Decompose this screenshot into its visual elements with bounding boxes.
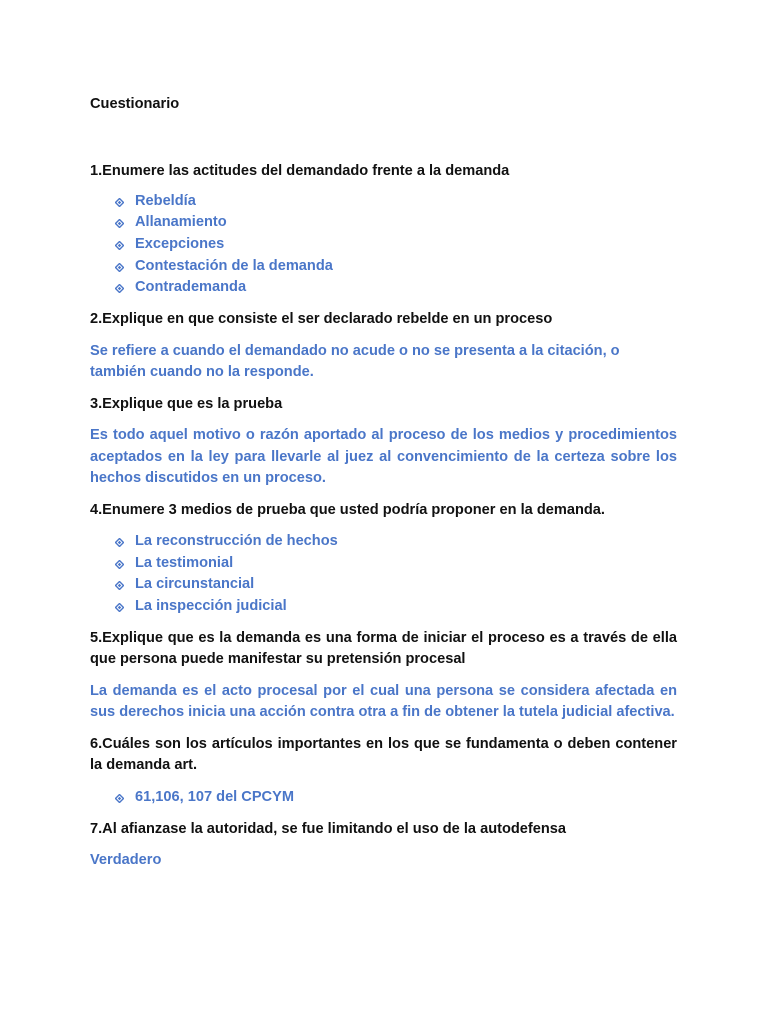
answer-6-list [90, 787, 677, 809]
answer-2: Se refiere a cuando el demandado no acude o no se presenta a la citación, o también cuando no la responde. [90, 342, 620, 381]
diamond-bullet-icon [115, 219, 124, 228]
document-title: Cuestionario [90, 96, 180, 112]
question-6: 6.Cuáles son los artículos importantes en los que se fundamenta o deben contener la demanda art. [90, 735, 677, 774]
list-item: La testimonial [115, 553, 677, 575]
diamond-bullet-icon [115, 241, 124, 250]
diamond-bullet-icon [115, 198, 124, 207]
diamond-bullet-icon [115, 538, 124, 547]
list-item: La inspección judicial [115, 596, 677, 618]
question-2: 2.Explique en que consiste el ser declarado rebelde en un proceso [90, 311, 553, 328]
diamond-bullet-icon [115, 603, 124, 612]
list-item: Allanamiento [115, 212, 677, 234]
list-item: Rebeldía [115, 191, 677, 213]
question-1: 1.Enumere las actitudes del demandado frente a la demanda [90, 163, 510, 179]
question-3: 3.Explique que es la prueba [90, 395, 283, 412]
diamond-bullet-icon [115, 581, 124, 590]
diamond-bullet-icon [115, 560, 124, 569]
question-7: 7.Al afianzase la autoridad, se fue limitando el uso de la autodefensa [90, 820, 567, 837]
answer-5: La demanda es el acto procesal por el cual una persona se considera afectada en sus derechos inicia una acción contra otra a fin de obtener la tutela judicial afectiva. [90, 682, 677, 721]
diamond-bullet-icon [115, 263, 124, 272]
answer-1-list [90, 191, 677, 300]
question-4: 4.Enumere 3 medios de prueba que usted podría proponer en la demanda. [90, 501, 605, 518]
answer-7: Verdadero [90, 852, 162, 869]
list-item: 61,106, 107 del CPCYM [115, 787, 677, 809]
diamond-bullet-icon [115, 284, 124, 293]
answer-3: Es todo aquel motivo o razón aportado al proceso de los medios y procedimientos aceptados en la ley para llevarle al juez al convencimiento de la certeza sobre los hechos discutidos en un proceso. [90, 427, 677, 487]
diamond-bullet-icon [115, 794, 124, 803]
list-item: Contrademanda [115, 277, 677, 299]
list-item: Contestación de la demanda [115, 256, 677, 278]
document-page [90, 94, 677, 872]
question-5: 5.Explique que es la demanda es una forma de iniciar el proceso es a través de ella que persona puede manifestar su pretensión procesal [90, 629, 677, 668]
answer-4-list [90, 531, 677, 618]
list-item: La circunstancial [115, 574, 677, 596]
list-item: Excepciones [115, 234, 677, 256]
list-item: La reconstrucción de hechos [115, 531, 677, 553]
